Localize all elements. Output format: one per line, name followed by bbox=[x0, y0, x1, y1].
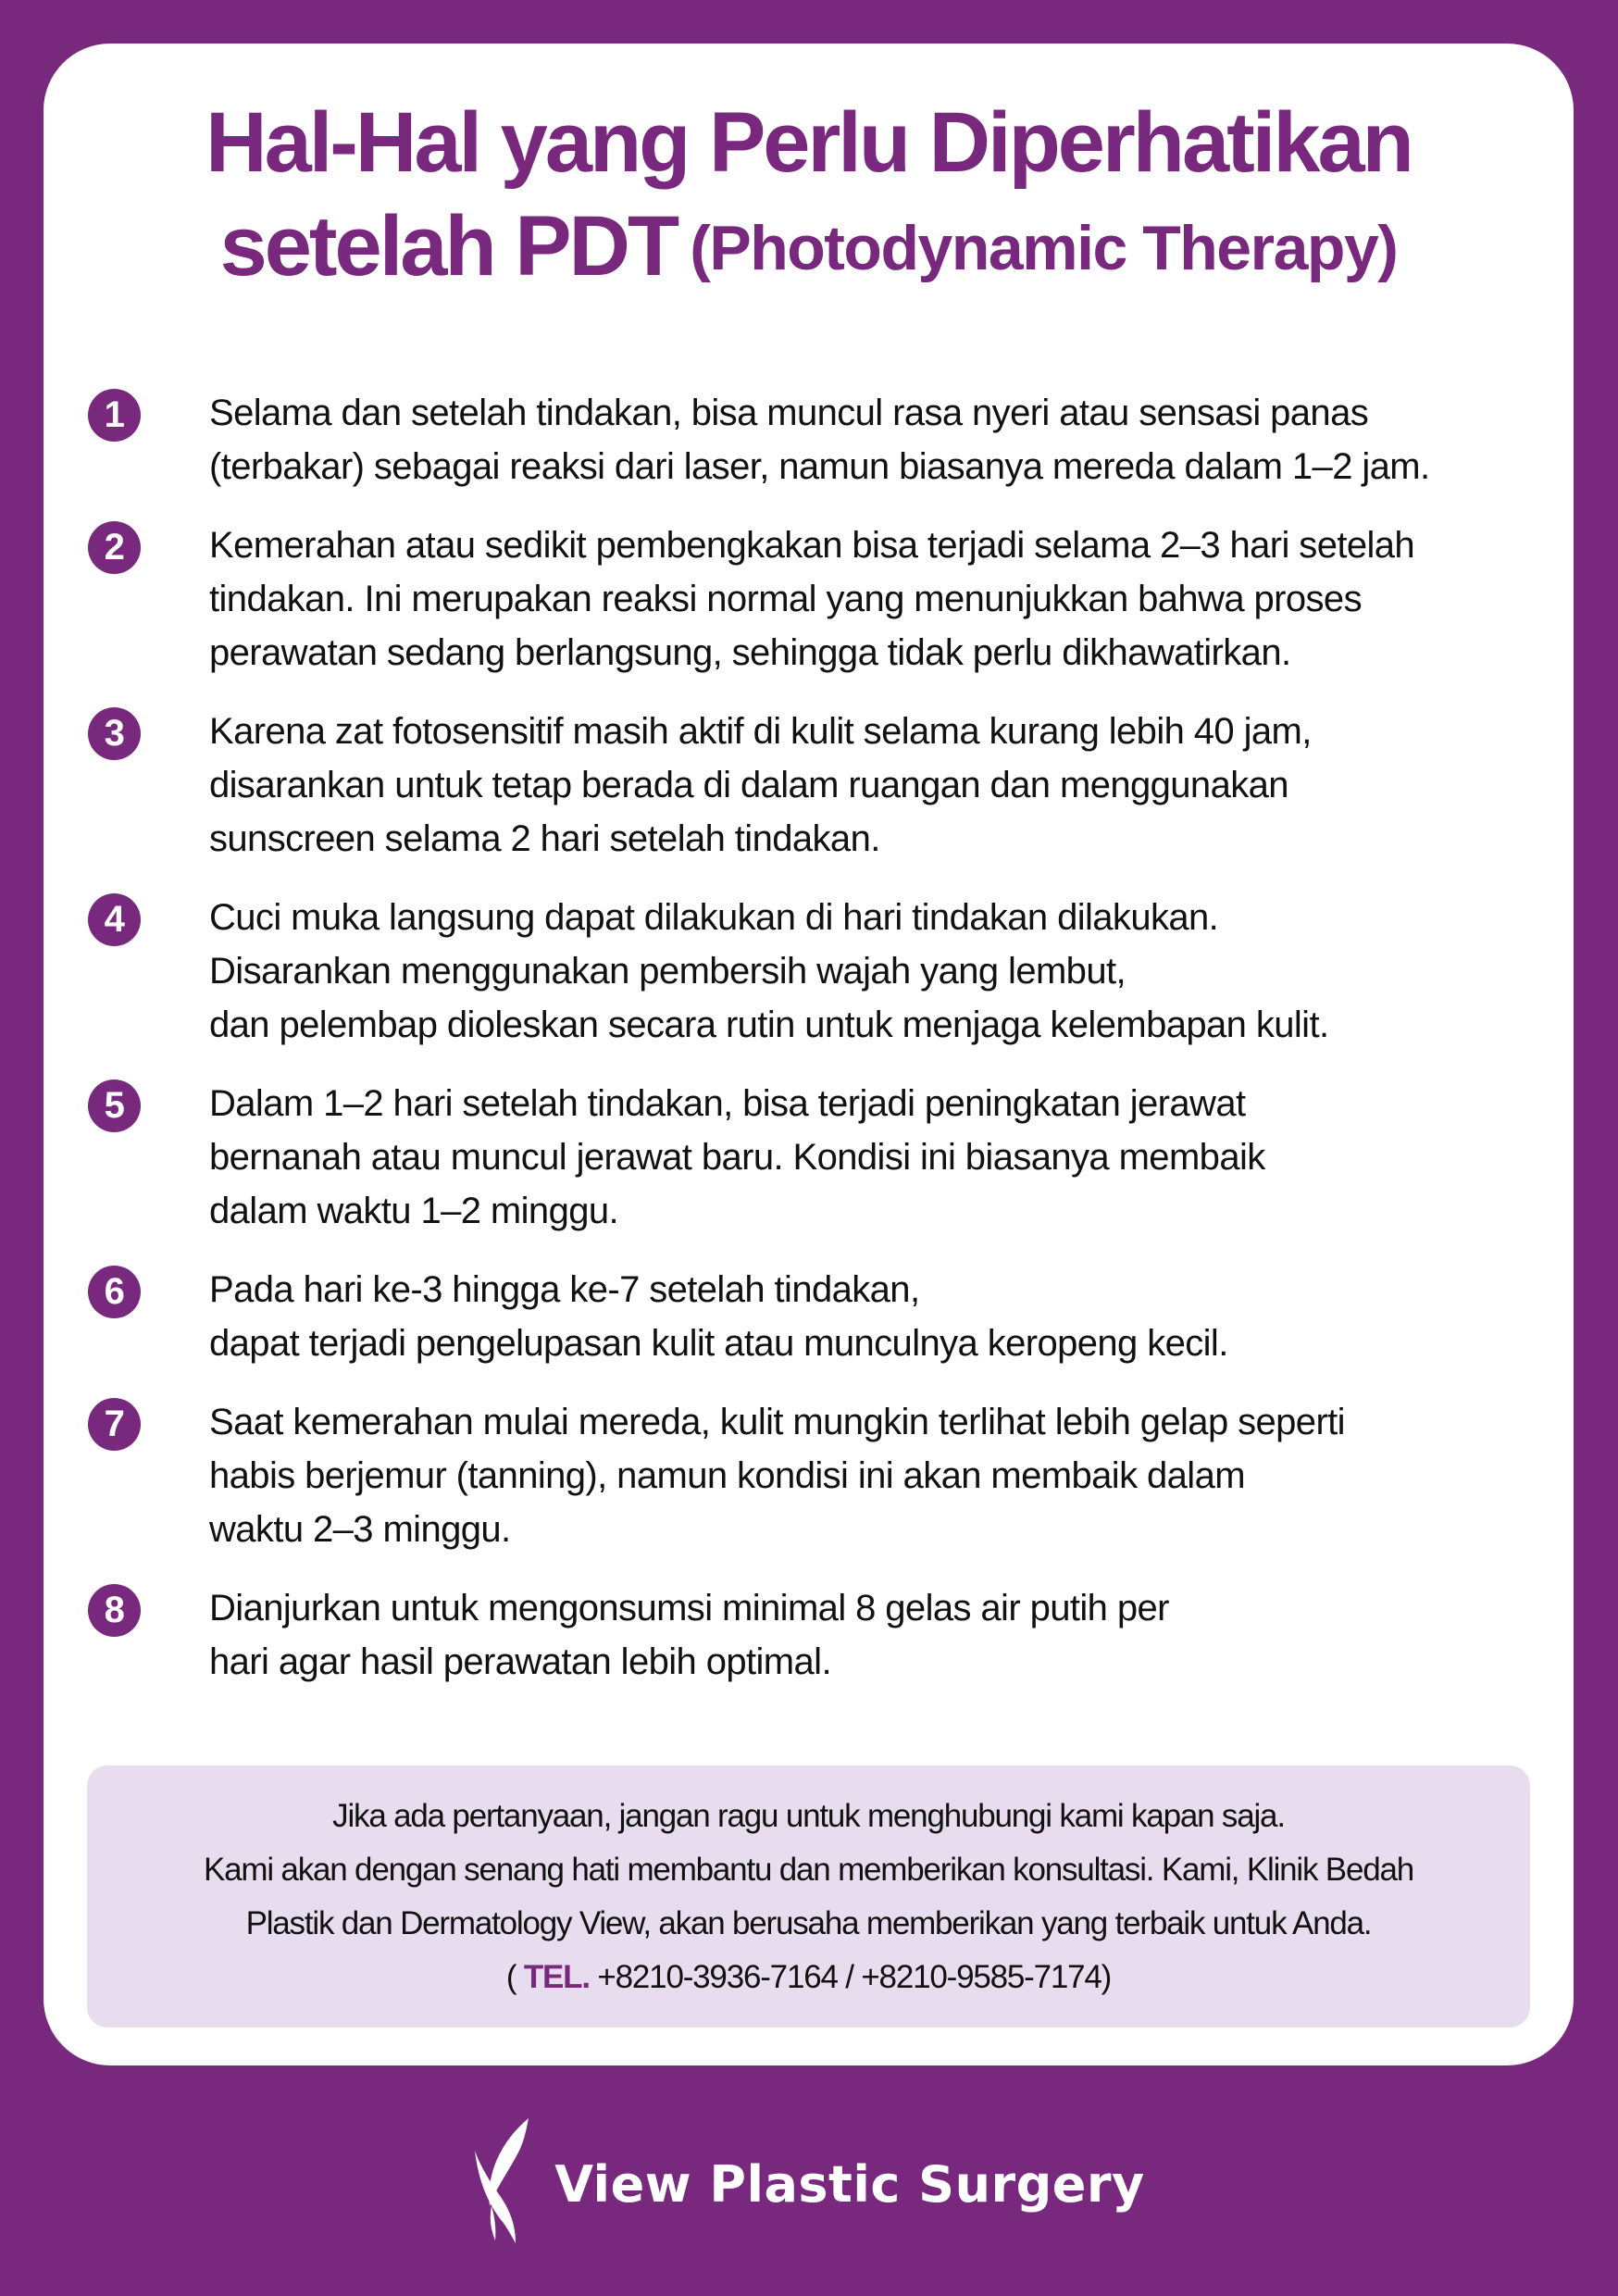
content-card bbox=[44, 44, 1574, 2065]
item-text-line: waktu 2–3 minggu. bbox=[209, 1509, 511, 1550]
item-text-line: Dianjurkan untuk mengonsumsi minimal 8 gelas air putih per bbox=[209, 1588, 1169, 1628]
item-text-line: Pada hari ke-3 hingga ke-7 setelah tindakan, bbox=[209, 1269, 920, 1310]
list-item bbox=[88, 518, 1560, 680]
item-text-line: Disarankan menggunakan pembersih wajah yang lembut, bbox=[209, 951, 1126, 992]
number-badge: 4 bbox=[88, 893, 141, 946]
page-title-line1: Hal-Hal yang Perlu Diperhatikan bbox=[205, 95, 1412, 190]
item-text-line: (terbakar) sebagai reaksi dari laser, namun biasanya mereda dalam 1–2 jam. bbox=[209, 446, 1430, 487]
list-item bbox=[88, 1395, 1560, 1556]
number-badge: 7 bbox=[88, 1398, 141, 1451]
footer-brand bbox=[0, 2115, 1618, 2245]
item-text-line: disarankan untuk tetap berada di dalam ruangan dan menggunakan bbox=[209, 765, 1288, 805]
list-item bbox=[88, 705, 1560, 866]
title-subtitle: (Photodynamic Therapy) bbox=[690, 213, 1398, 283]
page-title-line2 bbox=[44, 195, 1574, 299]
contact-line: Plastik dan Dermatology View, akan berusaha memberikan yang terbaik untuk Anda. bbox=[245, 1905, 1372, 1941]
list-item bbox=[88, 891, 1560, 1052]
item-text-line: Saat kemerahan mulai mereda, kulit mungkin terlihat lebih gelap seperti bbox=[209, 1402, 1345, 1442]
item-text-line: Cuci muka langsung dapat dilakukan di hari tindakan dilakukan. bbox=[209, 897, 1219, 938]
list-item bbox=[88, 386, 1560, 493]
brand-name: View Plastic Surgery bbox=[554, 2154, 1145, 2214]
contact-info-box bbox=[87, 1766, 1530, 2028]
item-text-line: Selama dan setelah tindakan, bisa muncul rasa nyeri atau sensasi panas bbox=[209, 393, 1369, 433]
list-item bbox=[88, 1077, 1560, 1238]
item-text-line: Karena zat fotosensitif masih aktif di kulit selama kurang lebih 40 jam, bbox=[209, 711, 1312, 752]
contact-phone-line bbox=[87, 1951, 1530, 2004]
item-text-line: bernanah atau muncul jerawat baru. Kondisi ini biasanya membaik bbox=[209, 1137, 1265, 1178]
phone-numbers: +8210-3936-7164 / +8210-9585-7174) bbox=[589, 1959, 1112, 1995]
item-text-line: dan pelembap dioleskan secara rutin untuk menjaga kelembapan kulit. bbox=[209, 1004, 1329, 1045]
item-text-line: Dalam 1–2 hari setelah tindakan, bisa terjadi peningkatan jerawat bbox=[209, 1083, 1246, 1124]
item-text-line: sunscreen selama 2 hari setelah tindakan. bbox=[209, 818, 880, 859]
item-text-line: perawatan sedang berlangsung, sehingga tidak perlu dikhawatirkan. bbox=[209, 632, 1291, 673]
aftercare-list bbox=[88, 386, 1560, 1714]
list-item bbox=[88, 1263, 1560, 1370]
item-text-line: dapat terjadi pengelupasan kulit atau munculnya keropeng kecil. bbox=[209, 1323, 1228, 1364]
tel-label: TEL. bbox=[523, 1959, 590, 1995]
item-text-line: hari agar hasil perawatan lebih optimal. bbox=[209, 1641, 831, 1682]
number-badge: 8 bbox=[88, 1584, 141, 1637]
number-badge: 1 bbox=[88, 389, 141, 442]
list-item bbox=[88, 1581, 1560, 1689]
number-badge: 6 bbox=[88, 1266, 141, 1318]
contact-line: Jika ada pertanyaan, jangan ragu untuk menghubungi kami kapan saja. bbox=[332, 1798, 1285, 1834]
number-badge: 5 bbox=[88, 1079, 141, 1132]
title-main: setelah PDT bbox=[219, 199, 678, 293]
number-badge: 3 bbox=[88, 707, 141, 760]
leaf-v-logo-icon bbox=[473, 2118, 532, 2243]
contact-line: Kami akan dengan senang hati membantu dan memberikan konsultasi. Kami, Klinik Bedah bbox=[203, 1852, 1414, 1888]
number-badge: 2 bbox=[88, 521, 141, 574]
item-text-line: dalam waktu 1–2 minggu. bbox=[209, 1191, 619, 1231]
item-text-line: Kemerahan atau sedikit pembengkakan bisa terjadi selama 2–3 hari setelah bbox=[209, 525, 1415, 566]
item-text-line: habis berjemur (tanning), namun kondisi ini akan membaik dalam bbox=[209, 1455, 1245, 1496]
item-text-line: tindakan. Ini merupakan reaksi normal yang menunjukkan bahwa proses bbox=[209, 579, 1362, 619]
tel-open-paren: ( bbox=[505, 1959, 524, 1995]
